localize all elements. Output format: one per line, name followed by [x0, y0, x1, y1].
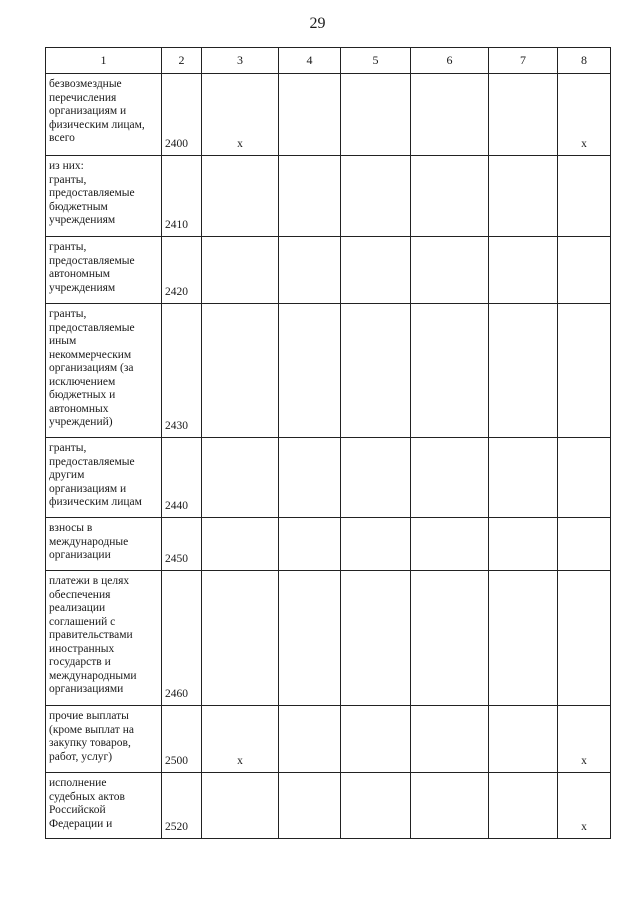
- cell-col8: x: [558, 706, 611, 773]
- cell-col5: [341, 304, 411, 438]
- row-code: 2420: [162, 237, 202, 304]
- page-number: 29: [309, 15, 326, 32]
- column-header-2: 2: [162, 48, 202, 74]
- cell-col7: [489, 304, 558, 438]
- cell-col8: [558, 438, 611, 518]
- cell-col7: [489, 706, 558, 773]
- cell-col4: [279, 156, 341, 237]
- cell-col6: [411, 237, 489, 304]
- cell-col8: [558, 156, 611, 237]
- cell-col8: [558, 304, 611, 438]
- table-row-2500: [46, 706, 611, 773]
- table-row-2520: [46, 773, 611, 839]
- cell-col5: [341, 237, 411, 304]
- row-name: из них: гранты, предоставляемые бюджетным учреждениям: [46, 156, 162, 237]
- table-row-2430: [46, 304, 611, 438]
- cell-col7: [489, 74, 558, 156]
- cell-col4: [279, 571, 341, 706]
- cell-col4: [279, 773, 341, 839]
- column-header-3: 3: [202, 48, 279, 74]
- table-row-2400: [46, 74, 611, 156]
- cell-col5: [341, 438, 411, 518]
- row-code: 2410: [162, 156, 202, 237]
- cell-col6: [411, 773, 489, 839]
- cell-col6: [411, 156, 489, 237]
- table-row-2420: [46, 237, 611, 304]
- column-header-8: 8: [558, 48, 611, 74]
- cell-col7: [489, 237, 558, 304]
- row-name: гранты, предоставляемые иным некоммерческим организациям (за исключением бюджетных и автономных учреждений): [46, 304, 162, 438]
- cell-col6: [411, 518, 489, 571]
- cell-col3: [202, 773, 279, 839]
- row-name: безвозмездные перечисления организациям и физическим лицам, всего: [46, 74, 162, 156]
- cell-col3: [202, 156, 279, 237]
- column-header-6: 6: [411, 48, 489, 74]
- row-code: 2430: [162, 304, 202, 438]
- cell-col4: [279, 438, 341, 518]
- row-name: платежи в целях обеспечения реализации соглашений с правительствами иностранных государств и международными организациями: [46, 571, 162, 706]
- row-code: 2400: [162, 74, 202, 156]
- cell-col6: [411, 438, 489, 518]
- cell-col7: [489, 156, 558, 237]
- header-row: [46, 48, 611, 74]
- cell-col8: [558, 237, 611, 304]
- cell-col4: [279, 304, 341, 438]
- column-header-4: 4: [279, 48, 341, 74]
- cell-col5: [341, 706, 411, 773]
- row-code: 2450: [162, 518, 202, 571]
- column-header-5: 5: [341, 48, 411, 74]
- column-header-7: 7: [489, 48, 558, 74]
- cell-col3: [202, 237, 279, 304]
- row-name: исполнение судебных актов Российской Федерации и: [46, 773, 162, 839]
- cell-col5: [341, 518, 411, 571]
- cell-col8: [558, 518, 611, 571]
- cell-col6: [411, 706, 489, 773]
- row-code: 2500: [162, 706, 202, 773]
- cell-col7: [489, 438, 558, 518]
- cell-col5: [341, 156, 411, 237]
- cell-col5: [341, 74, 411, 156]
- cell-col6: [411, 304, 489, 438]
- cell-col4: [279, 74, 341, 156]
- table-row-2410: [46, 156, 611, 237]
- cell-col7: [489, 571, 558, 706]
- cell-col3: [202, 304, 279, 438]
- cell-col7: [489, 773, 558, 839]
- cell-col5: [341, 773, 411, 839]
- cell-col3: x: [202, 74, 279, 156]
- cell-col8: [558, 571, 611, 706]
- cell-col4: [279, 237, 341, 304]
- row-name: прочие выплаты (кроме выплат на закупку товаров, работ, услуг): [46, 706, 162, 773]
- cell-col7: [489, 518, 558, 571]
- cell-col3: [202, 438, 279, 518]
- row-code: 2460: [162, 571, 202, 706]
- table-row-2440: [46, 438, 611, 518]
- row-name: гранты, предоставляемые автономным учреждениям: [46, 237, 162, 304]
- row-code: 2520: [162, 773, 202, 839]
- row-code: 2440: [162, 438, 202, 518]
- cell-col8: x: [558, 773, 611, 839]
- cell-col6: [411, 74, 489, 156]
- cell-col5: [341, 571, 411, 706]
- cell-col3: [202, 571, 279, 706]
- cell-col4: [279, 518, 341, 571]
- table-row-2450: [46, 518, 611, 571]
- cell-col4: [279, 706, 341, 773]
- cell-col3: x: [202, 706, 279, 773]
- row-name: взносы в международные организации: [46, 518, 162, 571]
- budget-table: [45, 47, 611, 839]
- cell-col6: [411, 571, 489, 706]
- column-header-1: 1: [46, 48, 162, 74]
- table-row-2460: [46, 571, 611, 706]
- cell-col8: x: [558, 74, 611, 156]
- cell-col3: [202, 518, 279, 571]
- row-name: гранты, предоставляемые другим организациям и физическим лицам: [46, 438, 162, 518]
